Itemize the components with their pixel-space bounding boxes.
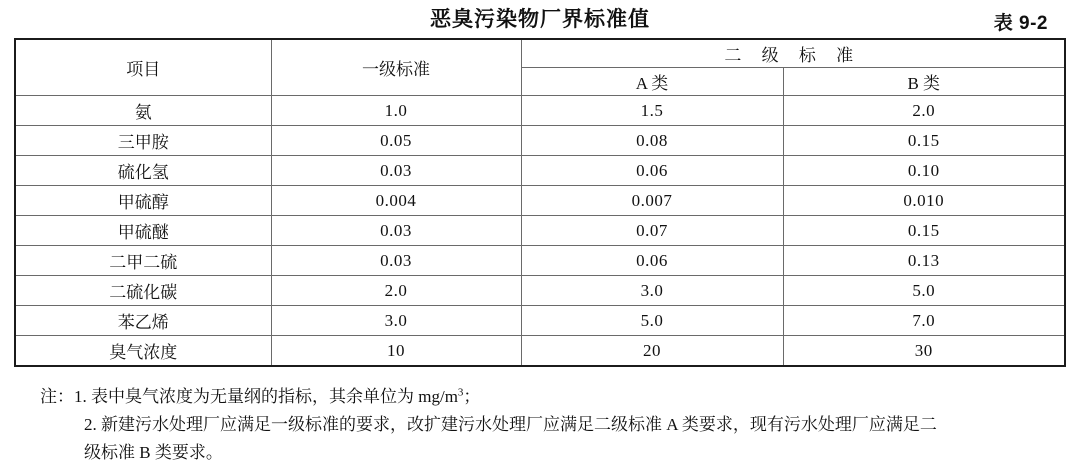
cell-class-b: 0.10 — [783, 156, 1065, 186]
note-text-main: 新建污水处理厂应满足一级标准的要求，改扩建污水处理厂应满足二级标准 A 类要求，现有污水处理厂应满足二 — [101, 415, 937, 435]
notes-prefix: 注： — [40, 387, 74, 406]
cell-level1: 0.03 — [271, 246, 521, 276]
note-superscript: 3 — [457, 386, 464, 399]
header-class-a: A 类 — [521, 68, 783, 96]
table-row — [15, 126, 1065, 156]
cell-level1: 2.0 — [271, 276, 521, 306]
note-text-main: 表中臭气浓度为无量纲的指标，其余单位为 mg/m — [91, 387, 458, 406]
header-item: 项目 — [15, 39, 271, 96]
cell-item: 臭气浓度 — [15, 336, 271, 367]
note-text — [97, 411, 1046, 439]
cell-level1: 0.05 — [271, 126, 521, 156]
cell-class-b: 0.15 — [783, 216, 1065, 246]
cell-class-b: 5.0 — [783, 276, 1065, 306]
cell-item: 氨 — [15, 96, 271, 126]
cell-class-a: 0.007 — [521, 186, 783, 216]
table-row — [15, 186, 1065, 216]
table-row — [15, 336, 1065, 367]
cell-class-a: 0.08 — [521, 126, 783, 156]
cell-class-a: 0.06 — [521, 246, 783, 276]
cell-class-b: 2.0 — [783, 96, 1065, 126]
table-row — [15, 306, 1065, 336]
table-notes — [14, 383, 1066, 467]
note-marker: 1. — [74, 387, 87, 406]
note-marker: 2. — [84, 415, 97, 435]
cell-class-b: 0.010 — [783, 186, 1065, 216]
cell-item: 二甲二硫 — [15, 246, 271, 276]
cell-level1: 0.03 — [271, 156, 521, 186]
page-title: 恶臭污染物厂界标准值 — [430, 7, 650, 31]
cell-level1: 10 — [271, 336, 521, 367]
cell-class-b: 30 — [783, 336, 1065, 367]
cell-class-a: 1.5 — [521, 96, 783, 126]
cell-class-a: 0.06 — [521, 156, 783, 186]
table-number: 表 9-2 — [993, 13, 1048, 34]
table-body — [15, 96, 1065, 367]
cell-class-b: 0.13 — [783, 246, 1065, 276]
table-header-row-1 — [15, 39, 1065, 68]
title-row — [14, 0, 1066, 36]
cell-item: 甲硫醚 — [15, 216, 271, 246]
header-level1: 一级标准 — [271, 39, 521, 96]
table-row — [15, 276, 1065, 306]
cell-item: 苯乙烯 — [15, 306, 271, 336]
cell-class-a: 0.07 — [521, 216, 783, 246]
cell-level1: 0.03 — [271, 216, 521, 246]
cell-level1: 3.0 — [271, 306, 521, 336]
table-row — [15, 96, 1065, 126]
cell-class-a: 3.0 — [521, 276, 783, 306]
table-row — [15, 156, 1065, 186]
cell-class-a: 5.0 — [521, 306, 783, 336]
cell-class-a: 20 — [521, 336, 783, 367]
cell-item: 甲硫醇 — [15, 186, 271, 216]
note-line — [40, 383, 1046, 411]
table-header — [15, 39, 1065, 96]
table-row — [15, 216, 1065, 246]
cell-item: 二硫化碳 — [15, 276, 271, 306]
cell-class-b: 7.0 — [783, 306, 1065, 336]
cell-level1: 1.0 — [271, 96, 521, 126]
note-line — [84, 411, 1046, 439]
cell-class-b: 0.15 — [783, 126, 1065, 156]
note-text-main: 级标准 B 类要求。 — [84, 443, 223, 463]
cell-level1: 0.004 — [271, 186, 521, 216]
note-text-tail: ； — [463, 387, 481, 406]
header-class-b: B 类 — [783, 68, 1065, 96]
note-text — [87, 383, 1046, 411]
cell-item: 三甲胺 — [15, 126, 271, 156]
header-level2: 二 级 标 准 — [521, 39, 1065, 68]
standards-table — [14, 38, 1066, 367]
cell-item: 硫化氢 — [15, 156, 271, 186]
table-row — [15, 246, 1065, 276]
